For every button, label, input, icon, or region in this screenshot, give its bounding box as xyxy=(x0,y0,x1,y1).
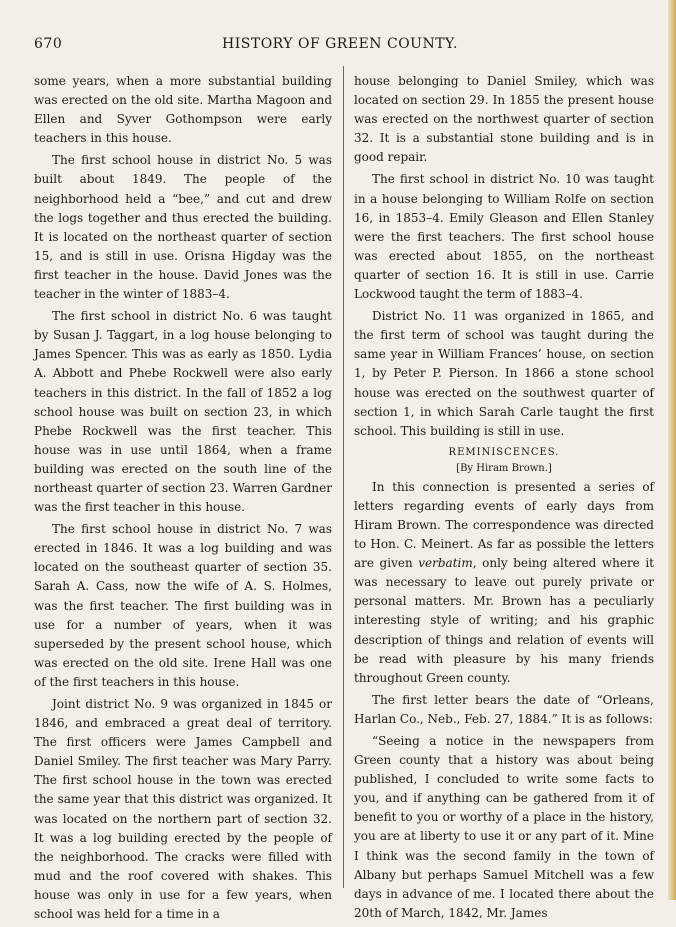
paragraph: The first school house in district No. 7 was erected in 1846. It was a log building and was located on the southeast quarter of section 35. Sarah A. Cass, now the wife of A. S. Holmes, was the first teacher. The first building was in use for a number of years, when it was superseded by the present school house, which was erected on the old site. Irene Hall was one of the first teachers in this house. xyxy=(34,522,332,689)
paragraph: District No. 11 was organized in 1865, and the first term of school was taught during the same year in William Frances’ house, on section 1, by Peter P. Pierson. In 1866 a stone school house was erected on the southwest quarter of section 1, in which Sarah Carle taught the first school. This building is still in use. xyxy=(354,309,654,438)
paragraph-text: In this connection is presented a series of letters regarding events of early days from Hiram Brown. The correspondence was directed to Hon. C. Meinert. As far as possible the letters are given xyxy=(354,479,654,571)
paragraph xyxy=(354,478,654,688)
paragraph: The first letter bears the date of “Orleans, Harlan Co., Neb., Feb. 27, 1884.” It is as follows: xyxy=(354,692,654,726)
paragraph: The first school house in district No. 5 was built about 1849. The people of the neighborhood held a “bee,” and cut and drew the logs together and thus erected the building. It is located on the northeast quarter of section 15, and is still in use. Orisna Higday was the first teacher in the house. David Jones was the teacher in the winter of 1883–4. xyxy=(34,153,332,302)
page-edge xyxy=(668,0,676,900)
page-number: 670 xyxy=(34,36,63,52)
column-divider xyxy=(343,66,344,888)
paragraph: The first school in district No. 10 was taught in a house belonging to William Rolfe on section 16, in 1853–4. Emily Gleason and Ellen Stanley were the first teachers. The first school house was erected about 1855, on the northeast quarter of section 16. It is still in use. Carrie Lockwood taught the term of 1883–4. xyxy=(354,172,654,302)
right-column xyxy=(354,72,654,926)
paragraph: The first school in district No. 6 was taught by Susan J. Taggart, in a log house belonging to James Spencer. This was as early as 1850. Lydia A. Abbott and Phebe Rockwell were also early teachers in this district. In the fall of 1852 a log school house was built on section 23, in which Phebe Rockwell was the first teacher. This house was in use until 1864, when a frame building was erected on the south line of the northeast quarter of section 23. Warren Gardner was the first teacher in this house. xyxy=(34,309,332,515)
paragraph-text: , only being altered where it was necessary to leave out purely private or personal matters. Mr. Brown has a peculiarly interesting style of writing; and his graphic description of things and relation of events will be read with pleasure by his many friends throughout Green county. xyxy=(354,556,655,685)
left-column xyxy=(34,72,332,927)
paragraph: Joint district No. 9 was organized in 1845 or 1846, and embraced a great deal of territory. The first officers were James Campbell and Daniel Smiley. The first teacher was Mary Parry. The first school house in the town was erected the same year that this district was organized. It was located on the northern part of section 32. It was a log building erected by the people of the neighborhood. The cracks were filled with mud and the roof covered with shakes. This house was only in use for a few years, when school was held for a time in a xyxy=(34,697,332,922)
paragraph: “Seeing a notice in the newspapers from Green county that a history was about being published, I concluded to write some facts to you, and if anything can be gathered from it of benefit to you or worthy of a place in the history, you are at liberty to use it or any part of it. Mine I think was the second family in the town of Albany but perhaps Samuel Mitchell was a few days in advance of me. I located there about the 20th of March, 1842, Mr. James xyxy=(354,734,654,920)
paragraph: house belonging to Daniel Smiley, which was located on section 29. In 1855 the present house was erected on the northwest quarter of section 32. It is a substantial stone building and is in good repair. xyxy=(354,74,654,165)
italic-text: verbatim xyxy=(418,556,473,571)
section-byline: [By Hiram Brown.] xyxy=(456,462,552,474)
page-title: HISTORY OF GREEN COUNTY. xyxy=(222,36,458,52)
paragraph: some years, when a more substantial building was erected on the old site. Martha Magoon and Ellen and Syver Gothompson were early teachers in this house. xyxy=(34,74,332,146)
page-header xyxy=(34,36,646,56)
section-heading: REMINISCENCES. xyxy=(448,446,560,458)
